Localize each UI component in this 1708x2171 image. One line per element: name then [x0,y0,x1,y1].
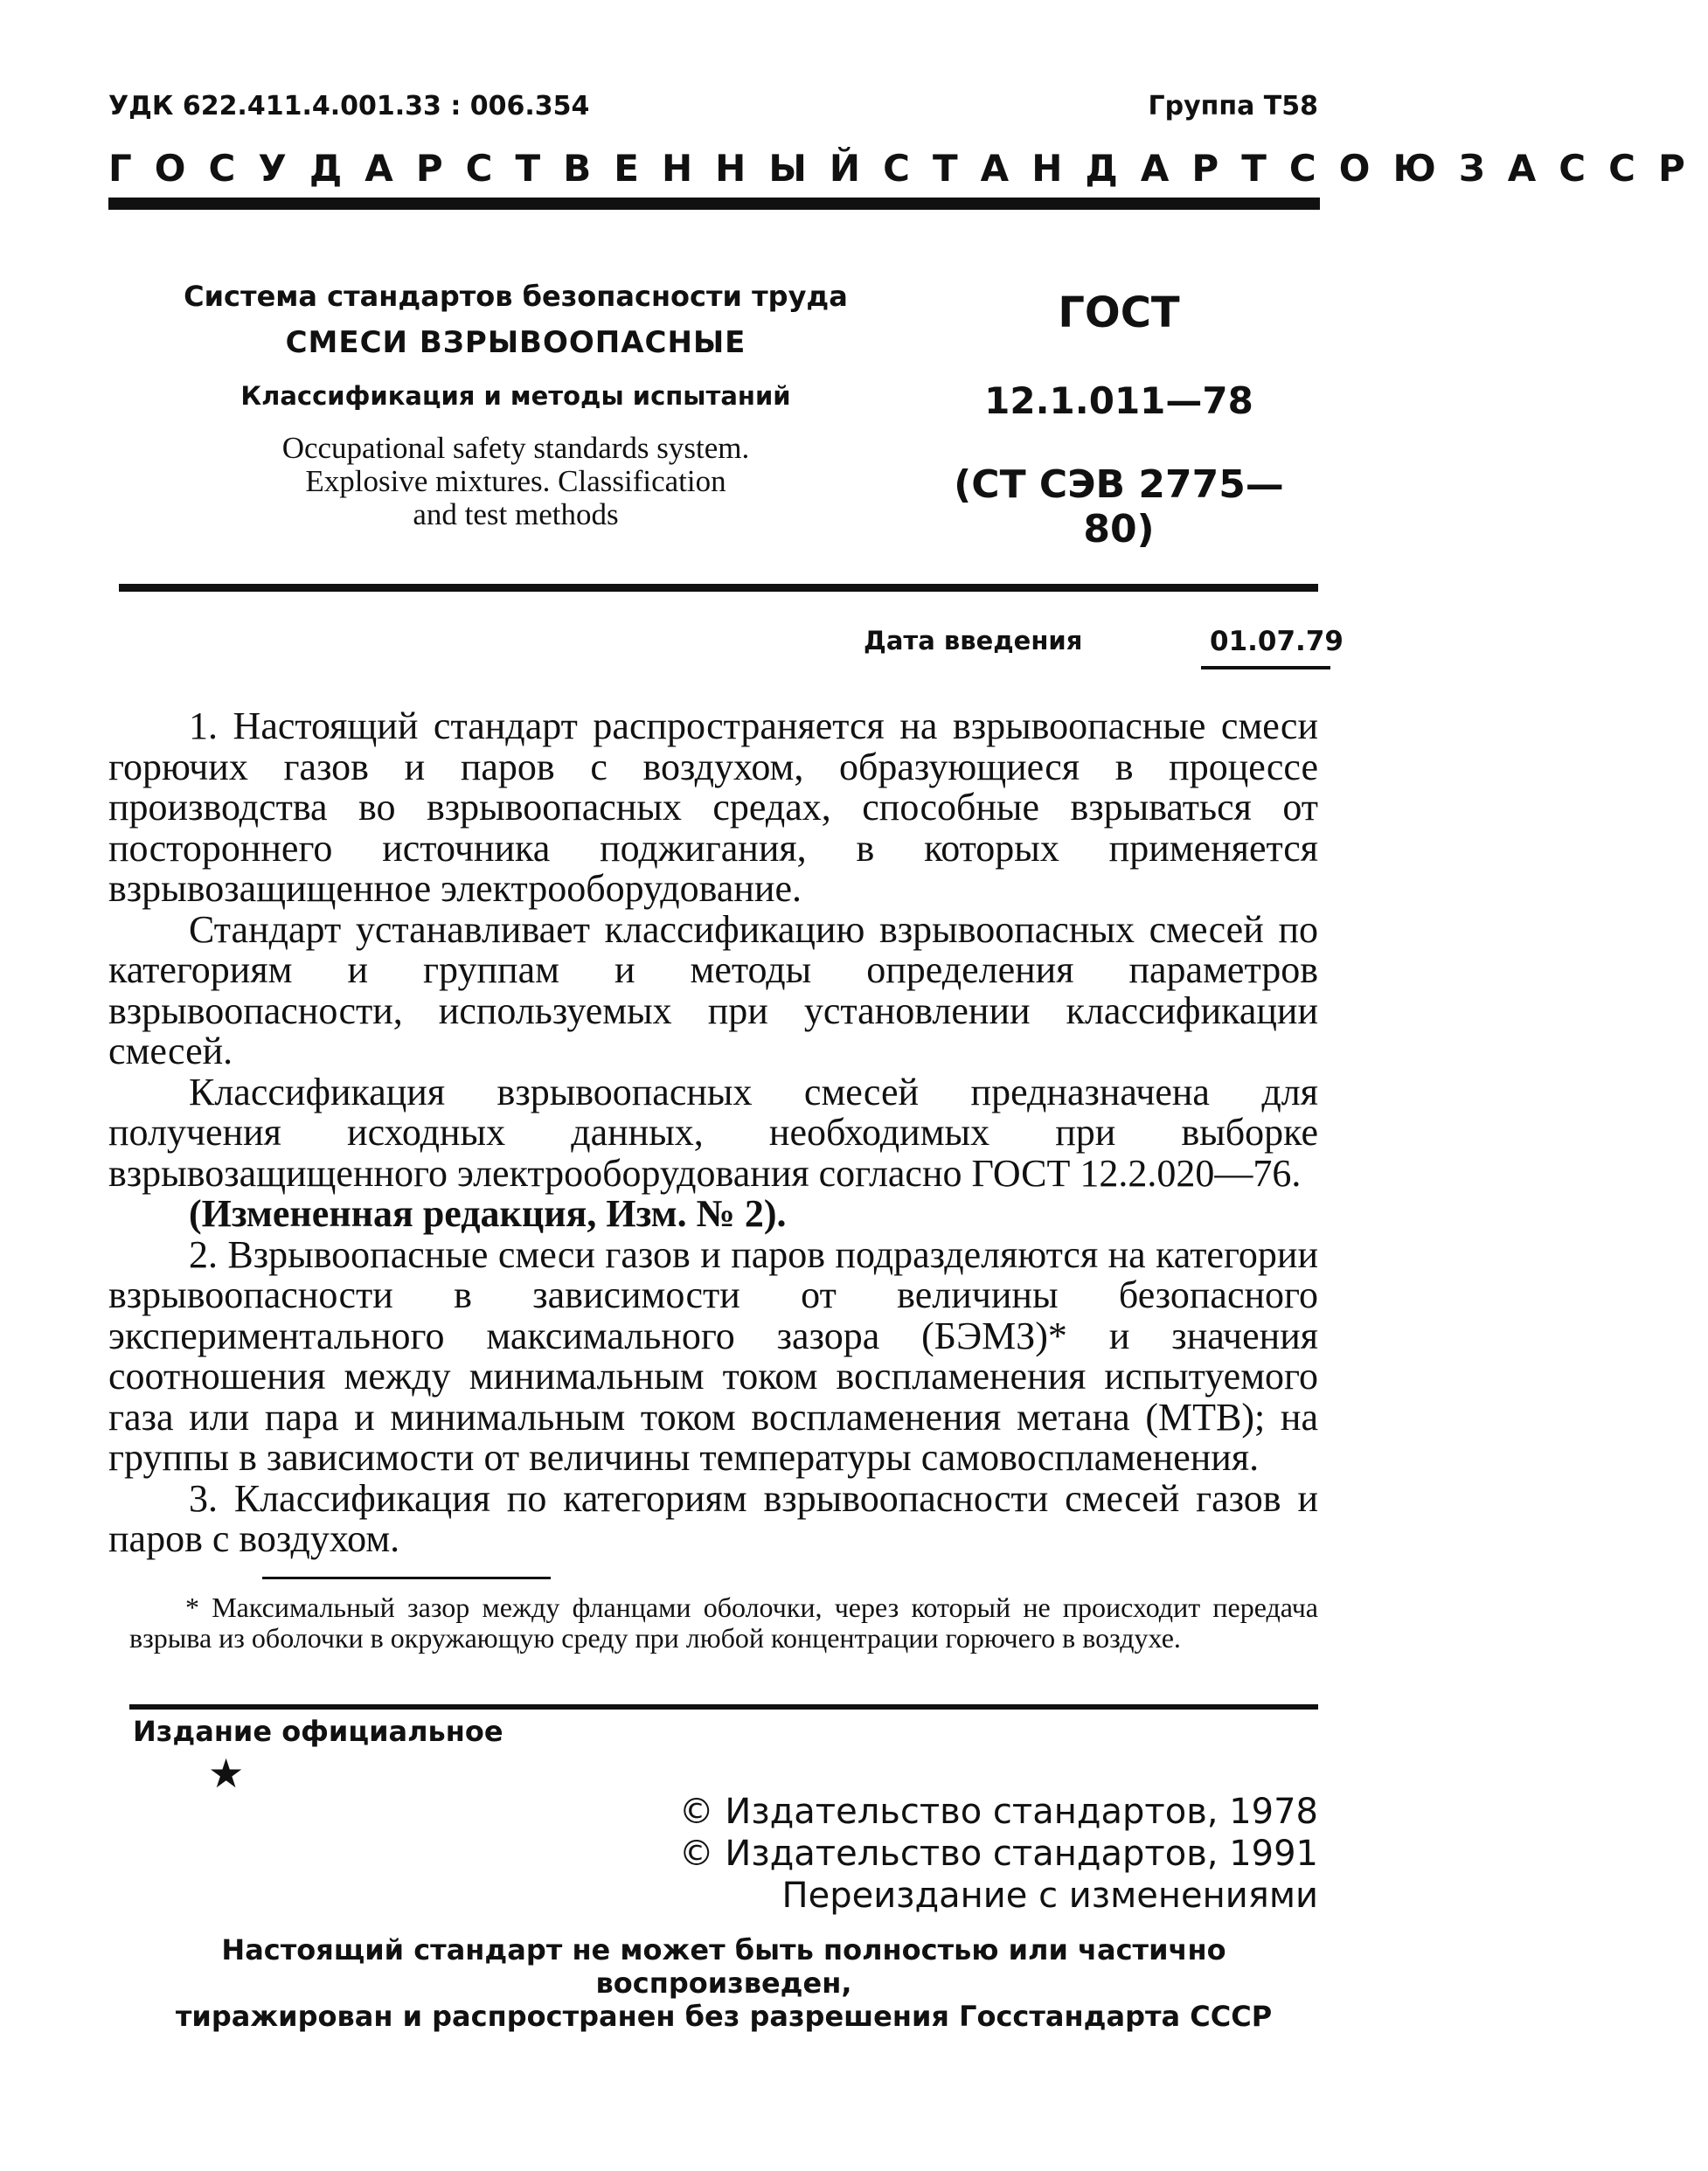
english-title [175,432,857,531]
notice-line: Настоящий стандарт не может быть полностью или частично воспроизведен, [221,1933,1226,2000]
udk-code: УДК 622.411.4.001.33 : 006.354 [108,91,590,121]
paragraph: Классификация взрывоопасных смесей предназначена для получения исходных данных, необходимых при выборке взрывозащищенного электрооборудования согласно ГОСТ 12.2.020—76. [108,1070,1318,1195]
banner-word: ССР [1559,147,1708,190]
system-title: Система стандартов безопасности труда [184,280,848,313]
intro-date-value: 01.07.79 [1201,626,1330,669]
banner-word: СОЮЗА [1288,147,1559,190]
reproduction-notice [105,1933,1343,2033]
body-text [108,706,1318,1560]
title-block [175,280,857,531]
gost-label: ГОСТ [1058,288,1180,337]
copyright-line: © Издательство стандартов, 1991 [678,1834,1318,1874]
header-rule [108,198,1320,210]
banner-word: СТАНДАРТ [883,147,1289,190]
document-subtitle: Классификация и методы испытаний [240,381,791,411]
banner-word: ГОСУДАРСТВЕННЫЙ [108,147,884,190]
group-code: Группа Т58 [1148,91,1318,121]
footnote-rule [262,1577,551,1579]
paragraph: Стандарт устанавливает классификацию взрывоопасных смесей по категориям и группам и методы определения параметров взрывоопасности, используемых при установлении классификации смесей. [108,907,1318,1072]
reissue-note: Переиздание с изменениями [781,1876,1318,1916]
paragraph: 1. Настоящий стандарт распространяется на взрывоопасные смеси горючих газов и паров с воздухом, образующиеся в процессе производства во взрывоопасных средах, способные взрываться от постороннего источника поджигания, в которых применяется взрывозащищенное электрооборудование. [108,704,1318,910]
english-title-line: and test methods [413,497,619,531]
footer-rule [129,1704,1318,1710]
state-standard-banner [108,147,1708,190]
intro-date-label: Дата введения [864,626,1083,655]
amendment-note: (Измененная редакция, Изм. № 2). [189,1192,787,1235]
star-icon: ★ [208,1751,245,1796]
footnote [129,1592,1318,1654]
paragraph: 3. Классификация по категориям взрывоопасности смесей газов и паров с воздухом. [108,1476,1318,1560]
title-rule [119,584,1318,592]
document-title: СМЕСИ ВЗРЫВООПАСНЫЕ [285,325,746,360]
paragraph: 2. Взрывоопасные смеси газов и паров подразделяются на категории взрывоопасности в зависимости от величины безопасного экспериментального максимального зазора (БЭМЗ)* и значения соотношения между минимальным током воспламенения испытуемого газа или пара и минимальным током воспламенения метана (МТВ); на группы в зависимости от величины температуры самовоспламенения. [108,1232,1318,1479]
sev-number: (СТ СЭВ 2775—80) [954,462,1284,551]
footnote-text: * Максимальный зазор между фланцами оболочки, через который не происходит передача взрыва из оболочки в окружающую среду при любой концентрации горючего в воздухе. [129,1592,1318,1654]
gost-block [927,288,1311,551]
notice-line: тиражирован и распространен без разрешения Госстандарта СССР [175,2000,1273,2033]
edition-label: Издание официальное [133,1715,503,1748]
english-title-line: Occupational safety standards system. [281,431,750,465]
gost-number: 12.1.011—78 [984,379,1253,422]
english-title-line: Explosive mixtures. Classification [305,464,726,498]
copyright-line: © Издательство стандартов, 1978 [678,1792,1318,1832]
